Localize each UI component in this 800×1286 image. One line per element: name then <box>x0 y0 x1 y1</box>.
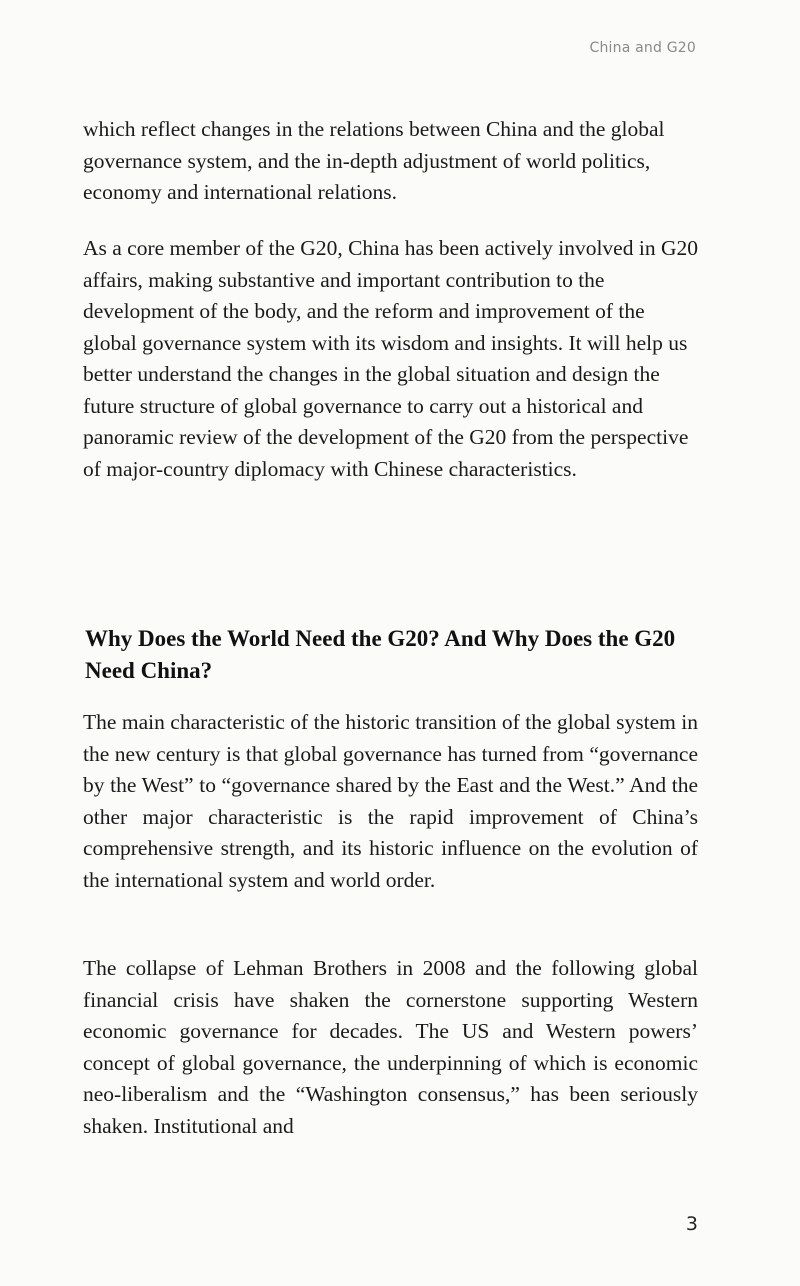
running-header: China and G20 <box>589 40 696 56</box>
paragraph: The collapse of Lehman Brothers in 2008 and the following global financial crisis have shaken the cornerstone supporting Western economic governance for decades. The US and Western powers’ concept of global governance, the underpinning of which is economic neo-liberalism and the “Washington consensus,” has been seriously shaken. Institutional and <box>83 956 698 1138</box>
paragraph: which reflect changes in the relations between China and the global governance system, and the in-depth adjustment of world politics, economy and international relations. <box>83 117 665 204</box>
paragraph: The main characteristic of the historic transition of the global system in the new century is that global governance has turned from “governance by the West” to “governance shared by the East and the West.” And the other major characteristic is the rapid improvement of China’s comprehensive strength, and its historic influence on the evolution of the international system and world order. <box>83 710 698 892</box>
section-heading: Why Does the World Need the G20? And Why Does the G20 Need China? <box>85 626 676 683</box>
paragraph: As a core member of the G20, China has been actively involved in G20 affairs, making substantive and important contribution to the development of the body, and the reform and improvement of the global governance system with its wisdom and insights. It will help us better understand the changes in the global situation and design the future structure of global governance to carry out a historical and panoramic review of the development of the G20 from the perspective of major-country diplomacy with Chinese characteristics. <box>83 236 698 481</box>
page-number: 3 <box>685 1213 698 1235</box>
